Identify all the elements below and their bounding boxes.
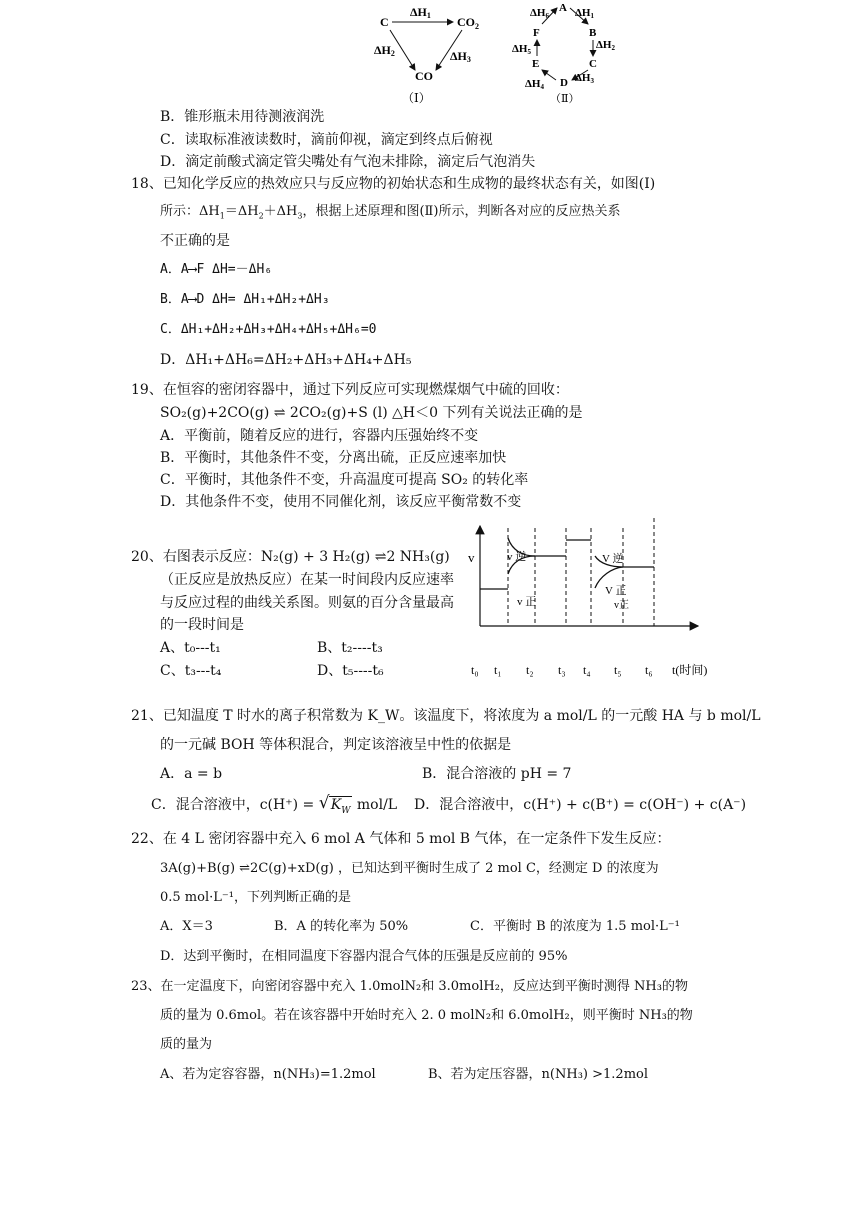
figure-2-hexagon bbox=[512, 2, 615, 105]
q17-option-b: B．锥形瓶未用待测液润洗 bbox=[160, 109, 325, 125]
rate-time-graph bbox=[462, 516, 718, 686]
graph-y-label: v bbox=[468, 550, 475, 565]
q21-option-a: A．a = b bbox=[160, 766, 223, 782]
node-E: E bbox=[532, 58, 540, 70]
q21-stem-line2: 的一元碱 BOH 等体积混合，判定该溶液呈中性的依据是 bbox=[160, 737, 512, 753]
figure-1-label: （Ⅰ） bbox=[402, 91, 431, 105]
q22-option-c: C．平衡时 B 的浓度为 1.5 mol·L⁻¹ bbox=[470, 919, 680, 934]
thermo-cycle-figures bbox=[360, 0, 640, 110]
q18-option-d: D．ΔH₁+ΔH₆=ΔH₂+ΔH₃+ΔH₄+ΔH₅ bbox=[160, 352, 412, 368]
q21-option-c: C．混合溶液中，c(H⁺) = √ $K_W$ mol/L bbox=[151, 795, 397, 821]
q20-option-b: B、t₂----t₃ bbox=[317, 640, 383, 656]
q19-option-b: B．平衡时，其他条件不变，分离出硫，正反应速率加快 bbox=[160, 450, 507, 466]
q22-option-d: D．达到平衡时，在相同温度下容器内混合气体的压强是反应前的 95% bbox=[160, 949, 568, 964]
q22-option-b: B．A 的转化率为 50% bbox=[274, 919, 409, 934]
tick-t1: t₁ bbox=[494, 663, 502, 677]
dH4b-label: ΔH4 bbox=[525, 78, 544, 91]
q18-stem-line1: 18、已知化学反应的热效应只与反应物的初始状态和生成物的最终状态有关，如图(Ⅰ) bbox=[131, 176, 656, 192]
q19-option-a: A．平衡前，随着反应的进行，容器内压强始终不变 bbox=[160, 428, 479, 444]
node-B: B bbox=[589, 27, 597, 39]
q18-stem-line3: 不正确的是 bbox=[160, 233, 230, 249]
q23-stem-line3: 质的量为 bbox=[160, 1037, 213, 1052]
node-A: A bbox=[559, 2, 567, 14]
node-F: F bbox=[533, 27, 540, 39]
q23-option-a: A、若为定容容器，n(NH₃)=1.2mol bbox=[160, 1067, 376, 1082]
v-fwd2-label: V 正 bbox=[605, 585, 627, 597]
q17-option-c: C．读取标准液读数时，滴前仰视，滴定到终点后俯视 bbox=[160, 132, 493, 148]
sqrt-expression: √ $K_W$ bbox=[318, 793, 351, 816]
q19-option-d: D．其他条件不变，使用不同催化剂，该反应平衡常数不变 bbox=[160, 494, 522, 510]
q23-option-b: B、若为定压容器，n(NH₃) >1.2mol bbox=[428, 1067, 649, 1082]
q23-stem-line1: 23、在一定温度下，向密闭容器中充入 1.0molN₂和 3.0molH₂，反应达到平衡时测得 NH₃的物 bbox=[131, 979, 688, 994]
node-C: C bbox=[380, 15, 389, 29]
q23-stem-line2: 质的量为 0.6mol。若在该容器中开始时充入 2. 0 molN₂和 6.0molH₂，则平衡时 NH₃的物 bbox=[160, 1008, 693, 1023]
q17-option-d: D．滴定前酸式滴定管尖嘴处有气泡未排除，滴定后气泡消失 bbox=[160, 154, 536, 170]
v-fwd3-label: v正 bbox=[614, 600, 629, 611]
q20-stem-line1: 20、右图表示反应：N₂(g) + 3 H₂(g) ⇌2 NH₃(g) bbox=[131, 549, 450, 565]
tick-t2: t₂ bbox=[526, 663, 534, 677]
dH3b-label: ΔH3 bbox=[575, 72, 594, 85]
q22-stem-line1: 22、在 4 L 密闭容器中充入 6 mol A 气体和 5 mol B 气体，在一定条件下发生反应： bbox=[131, 831, 671, 847]
v-rev-label: v 逆 bbox=[507, 551, 527, 563]
q20-stem-line4: 的一段时间是 bbox=[160, 617, 244, 633]
q22-stem-line3: 0.5 mol·L⁻¹，下列判断正确的是 bbox=[160, 890, 351, 905]
dH2-label: ΔH2 bbox=[374, 43, 395, 58]
node-C2: C bbox=[589, 58, 597, 70]
q21-option-b: B．混合溶液的 pH = 7 bbox=[422, 766, 572, 782]
q21-option-d: D．混合溶液中，c(H⁺) + c(B⁺) = c(OH⁻) + c(A⁻) bbox=[414, 797, 747, 813]
q20-stem-line2: （正反应是放热反应）在某一时间段内反应速率 bbox=[160, 572, 454, 588]
q18-option-c: C．ΔH₁+ΔH₂+ΔH₃+ΔH₄+ΔH₅+ΔH₆=0 bbox=[160, 322, 377, 337]
v-rev2-label: V 逆 bbox=[602, 553, 624, 565]
tick-t4: t₄ bbox=[583, 663, 591, 677]
dH2b-label: ΔH2 bbox=[596, 39, 615, 52]
q20-option-a: A、t₀---t₁ bbox=[160, 640, 221, 656]
figure-2-label: （Ⅱ） bbox=[550, 93, 580, 105]
tick-t5: t₅ bbox=[614, 663, 622, 677]
dH6-label: ΔH6 bbox=[530, 7, 549, 20]
q22-stem-line2: 3A(g)+B(g) ⇌2C(g)+xD(g) ，已知达到平衡时生成了 2 mol C，经测定 D 的浓度为 bbox=[160, 861, 659, 876]
tick-t0: t₀ bbox=[471, 663, 479, 677]
q19-stem-line2: SO₂(g)+2CO(g) ⇌ 2CO₂(g)+S (l) △H＜0 下列有关说法正确的是 bbox=[160, 405, 583, 421]
q20-option-c: C、t₃---t₄ bbox=[160, 663, 222, 679]
figure-1-triangle bbox=[374, 5, 479, 105]
q18-option-a: A．A⟶F ΔH=－ΔH₆ bbox=[160, 262, 273, 277]
dH3-label: ΔH3 bbox=[450, 49, 471, 64]
v-fwd-label: v 正 bbox=[517, 596, 537, 608]
dH1b-label: ΔH1 bbox=[575, 7, 594, 20]
q20-option-d: D、t₅----t₆ bbox=[317, 663, 384, 679]
node-CO: CO bbox=[415, 69, 433, 83]
q19-stem-line1: 19、在恒容的密闭容器中，通过下列反应可实现燃煤烟气中硫的回收： bbox=[131, 382, 569, 398]
q19-option-c: C．平衡时，其他条件不变，升高温度可提高 SO₂ 的转化率 bbox=[160, 472, 529, 488]
q21-stem-line1: 21、已知温度 T 时水的离子积常数为 K_W。该温度下，将浓度为 a mol/L 的一元酸 HA 与 b mol/L bbox=[131, 708, 761, 724]
tick-t6: t₆ bbox=[645, 663, 653, 677]
q20-stem-line3: 与反应过程的曲线关系图。则氨的百分含量最高 bbox=[160, 595, 454, 611]
q18-stem-line2: 所示：$\Delta H_1=\Delta H_2+\Delta H_3$，根据上述原理和图(Ⅱ)所示，判断各对应的反应热关系 bbox=[160, 204, 621, 221]
dH1-label: ΔH1 bbox=[410, 5, 431, 20]
dH5b-label: ΔH5 bbox=[512, 43, 531, 56]
tick-time: t(时间) bbox=[672, 663, 708, 677]
node-D: D bbox=[560, 77, 568, 89]
node-CO2: $CO_2$ bbox=[457, 15, 479, 31]
q18-option-b: B．A⟶D ΔH= ΔH₁+ΔH₂+ΔH₃ bbox=[160, 292, 330, 307]
q22-option-a: A．X＝3 bbox=[160, 919, 213, 934]
tick-t3: t₃ bbox=[558, 663, 566, 677]
